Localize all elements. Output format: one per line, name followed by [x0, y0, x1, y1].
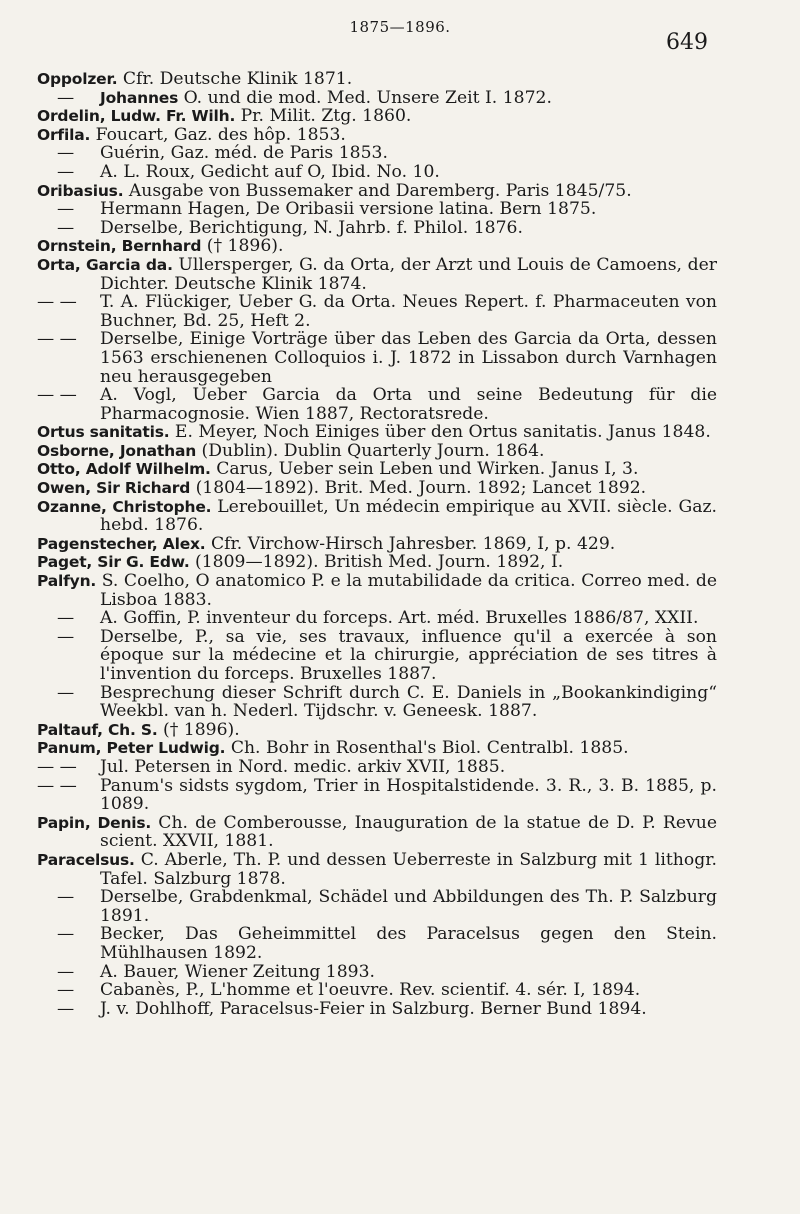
entry-text: Cfr. Deutsche Klinik 1871.	[117, 69, 353, 89]
entry-text: († 1896).	[157, 719, 240, 740]
entry-text: Panum's sidsts sygdom, Trier in Hospitalstidende. 3. R., 3. B. 1885, p. 1089.	[100, 775, 717, 815]
bibliography-entry	[37, 814, 717, 851]
entry-text: Pr. Milit. Ztg. 1860.	[235, 106, 412, 127]
entry-text: J. v. Dohlhoff, Paracelsus-Feier in Salzburg. Berner Bund 1894.	[100, 998, 647, 1019]
bibliography-entry	[37, 182, 717, 201]
bibliography-entry	[37, 163, 717, 182]
entry-text: Lerebouillet, Un médecin empirique au XVII. siècle. Gaz. hebd. 1876.	[100, 496, 717, 536]
continuation-dash: —	[57, 887, 75, 908]
continuation-dash: — —	[37, 329, 77, 350]
entry-text: Becker, Das Geheimmittel des Paracelsus gegen den Stein. Mühlhausen 1892.	[100, 924, 717, 963]
page-number: 649	[666, 30, 708, 55]
entry-text: Besprechung dieser Schrift durch C. E. Daniels in „Bookankindiging“ Weekbl. van h. Nederl. Tijdschr. v. Geneesk. 1887.	[100, 682, 717, 722]
continuation-dash: —	[57, 924, 75, 945]
entry-heading: Oribasius.	[37, 181, 124, 200]
bibliography-entry	[37, 219, 717, 238]
entry-heading: Orta, Garcia da.	[37, 255, 173, 274]
bibliography-entry	[37, 684, 717, 721]
entry-text: Ch. de Comberousse, Inauguration de la statue de D. P. Revue scient. XXVII, 1881.	[100, 812, 717, 852]
bibliography-entry	[37, 423, 717, 442]
bibliography-entry	[37, 721, 717, 740]
bibliography-entry	[37, 553, 717, 572]
entry-heading: Orfila.	[37, 125, 91, 144]
entry-text: (1804—1892). Brit. Med. Journ. 1892; Lancet 1892.	[190, 478, 647, 499]
bibliography-list	[37, 70, 717, 1018]
entry-heading: Paracelsus.	[37, 850, 135, 869]
bibliography-entry	[37, 442, 717, 461]
entry-heading: Panum, Peter Ludwig.	[37, 739, 226, 758]
entry-heading: Papin, Denis.	[37, 813, 152, 832]
entry-text: A. Bauer, Wiener Zeitung 1893.	[100, 961, 375, 982]
entry-text: Foucart, Gaz. des hôp. 1853.	[90, 124, 346, 145]
continuation-dash: —	[57, 961, 75, 982]
entry-text: Derselbe, Berichtigung, N. Jahrb. f. Philol. 1876.	[100, 217, 523, 238]
entry-text: († 1896).	[201, 236, 284, 257]
entry-heading: Paget, Sir G. Edw.	[37, 553, 190, 572]
entry-heading: Otto, Adolf Wilhelm.	[37, 460, 211, 479]
entry-text: S. Coelho, O anatomico P. e la mutabilidade da critica. Correo med. de Lisboa 1883.	[96, 571, 717, 610]
bibliography-entry	[37, 293, 717, 330]
bibliography-entry	[37, 888, 717, 925]
bibliography-entry	[37, 535, 717, 554]
bibliography-entry	[37, 256, 717, 293]
entry-text: Carus, Ueber sein Leben und Wirken. Janus I, 3.	[210, 459, 639, 480]
bibliography-entry	[37, 200, 717, 219]
continuation-dash: — —	[37, 775, 77, 796]
entry-heading: Ortus sanitatis.	[37, 423, 170, 442]
bibliography-entry	[37, 609, 717, 628]
entry-text: T. A. Flückiger, Ueber G. da Orta. Neues Repert. f. Pharmaceuten von Buchner, Bd. 25, Heft 2.	[100, 292, 717, 331]
bibliography-entry	[37, 144, 717, 163]
entry-text: A. L. Roux, Gedicht auf O, Ibid. No. 10.	[100, 161, 440, 182]
continuation-dash: — —	[37, 756, 77, 777]
continuation-dash: —	[57, 199, 75, 220]
bibliography-entry	[37, 851, 717, 888]
entry-heading: Palfyn.	[37, 572, 97, 591]
entry-heading: Pagenstecher, Alex.	[37, 534, 206, 553]
entry-heading: Paltauf, Ch. S.	[37, 720, 158, 739]
bibliography-entry	[37, 107, 717, 126]
entry-text: C. Aberle, Th. P. und dessen Ueberreste in Salzburg mit 1 lithogr. Tafel. Salzburg 1878.	[100, 849, 717, 889]
entry-text: A. Goffin, P. inventeur du forceps. Art. méd. Bruxelles 1886/87, XXII.	[100, 608, 699, 629]
entry-text: Ullersperger, G. da Orta, der Arzt und Louis de Camoens, der Dichter. Deutsche Klinik 1874.	[100, 254, 718, 294]
entry-heading: Oppolzer.	[37, 70, 118, 88]
bibliography-entry	[37, 628, 717, 684]
entry-heading: Ozanne, Christophe.	[37, 497, 212, 516]
bibliography-entry	[37, 963, 717, 982]
bibliography-entry	[37, 572, 717, 609]
bibliography-entry	[37, 237, 717, 256]
continuation-dash: —	[57, 217, 75, 238]
continuation-dash: —	[57, 998, 75, 1019]
continuation-dash: —	[57, 626, 75, 647]
entry-text: O. und die mod. Med. Unsere Zeit I. 1872.	[178, 87, 552, 108]
bibliography-entry	[37, 498, 717, 535]
continuation-dash: —	[57, 87, 75, 108]
entry-text: Jul. Petersen in Nord. medic. arkiv XVII, 1885.	[100, 756, 506, 777]
bibliography-entry	[37, 479, 717, 498]
entry-text: (Dublin). Dublin Quarterly Journ. 1864.	[196, 440, 545, 461]
continuation-dash: — —	[37, 292, 77, 313]
bibliography-entry	[37, 89, 717, 108]
running-header: 1875—1896.	[349, 18, 451, 36]
continuation-dash: —	[57, 161, 75, 182]
entry-text: Guérin, Gaz. méd. de Paris 1853.	[100, 143, 388, 164]
bibliography-entry	[37, 460, 717, 479]
continuation-dash: —	[57, 682, 75, 703]
entry-text: Derselbe, P., sa vie, ses travaux, influence qu'il a exercée à son époque sur la médecine et la chirurgie, appréciation de ses titres à l'invention du forceps. Bruxelles 1887.	[100, 626, 717, 684]
entry-heading: Osborne, Jonathan	[37, 441, 197, 460]
continuation-dash: — —	[37, 385, 77, 406]
entry-text: Derselbe, Einige Vorträge über das Leben des Garcia da Orta, dessen 1563 erschienenen Colloquios i. J. 1872 in Lissabon durch Varnhagen neu herausgegeben	[100, 329, 717, 387]
continuation-dash: —	[57, 980, 75, 1001]
bibliography-entry	[37, 1000, 717, 1019]
entry-heading: Johannes	[100, 88, 179, 107]
entry-heading: Ornstein, Bernhard	[37, 237, 202, 256]
entry-text: (1809—1892). British Med. Journ. 1892, I.	[189, 552, 564, 573]
entry-heading: Owen, Sir Richard	[37, 479, 191, 498]
entry-text: Cfr. Virchow-Hirsch Jahresber. 1869, I, p. 429.	[205, 533, 616, 554]
bibliography-entry	[37, 70, 717, 89]
entry-text: Cabanès, P., L'homme et l'oeuvre. Rev. scientif. 4. sér. I, 1894.	[100, 980, 641, 1001]
entry-text: Hermann Hagen, De Oribasii versione latina. Bern 1875.	[100, 199, 597, 220]
bibliography-entry	[37, 981, 717, 1000]
bibliography-entry	[37, 739, 717, 758]
bibliography-entry	[37, 126, 717, 145]
bibliography-entry	[37, 925, 717, 962]
continuation-dash: —	[57, 608, 75, 629]
entry-text: Ausgabe von Bussemaker and Daremberg. Paris 1845/75.	[123, 180, 632, 201]
continuation-dash: —	[57, 143, 75, 164]
entry-text: Ch. Bohr in Rosenthal's Biol. Centralbl. 1885.	[225, 738, 629, 759]
entry-text: A. Vogl, Ueber Garcia da Orta und seine Bedeutung für die Pharmacognosie. Wien 1887, Rectoratsrede.	[100, 385, 717, 424]
entry-heading: Ordelin, Ludw. Fr. Wilh.	[37, 107, 236, 126]
bibliography-entry	[37, 386, 717, 423]
bibliography-entry	[37, 758, 717, 777]
entry-text: Derselbe, Grabdenkmal, Schädel und Abbildungen des Th. P. Salzburg 1891.	[100, 887, 717, 926]
entry-text: E. Meyer, Noch Einiges über den Ortus sanitatis. Janus 1848.	[169, 422, 711, 443]
bibliography-entry	[37, 330, 717, 386]
bibliography-entry	[37, 777, 717, 814]
